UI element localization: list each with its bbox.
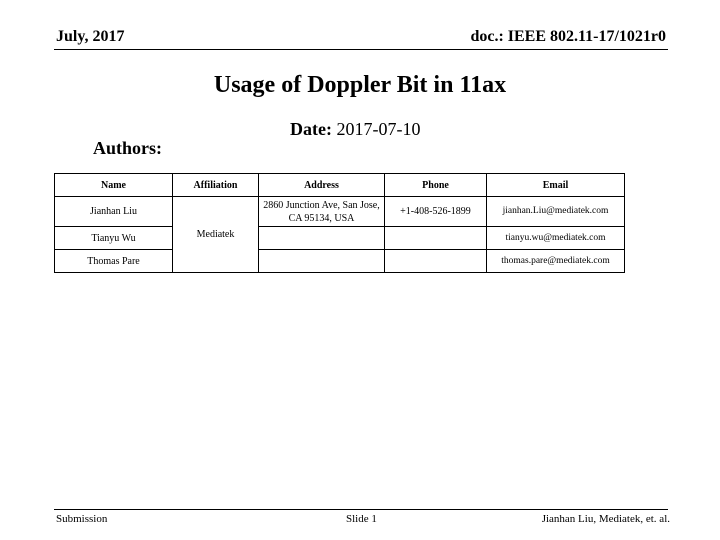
author-address: 2860 Junction Ave, San Jose, CA 95134, USA <box>259 197 385 227</box>
header-divider <box>54 49 668 50</box>
authors-table <box>54 173 625 273</box>
author-name: Jianhan Liu <box>55 197 173 227</box>
date-value: 2017-07-10 <box>336 119 421 139</box>
footer-divider <box>54 509 668 510</box>
header-doc-id: doc.: IEEE 802.11-17/1021r0 <box>470 28 666 45</box>
column-header-affiliation: Affiliation <box>173 174 259 197</box>
column-header-email: Email <box>487 174 625 197</box>
author-email: jianhan.Liu@mediatek.com <box>487 197 625 227</box>
header-date: July, 2017 <box>56 28 125 45</box>
author-address <box>259 227 385 250</box>
author-phone <box>385 227 487 250</box>
slide-title: Usage of Doppler Bit in 11ax <box>213 72 507 98</box>
author-address <box>259 250 385 273</box>
column-header-address: Address <box>259 174 385 197</box>
column-header-phone: Phone <box>385 174 487 197</box>
footer-authors: Jianhan Liu, Mediatek, et. al. <box>541 513 670 525</box>
date-label: Date: <box>290 119 332 139</box>
table-row <box>55 197 625 227</box>
table-header-row <box>55 174 625 197</box>
author-affiliation: Mediatek <box>173 197 259 273</box>
author-name: Thomas Pare <box>55 250 173 273</box>
authors-label: Authors: <box>93 138 163 158</box>
author-phone: +1-408-526-1899 <box>385 197 487 227</box>
author-phone <box>385 250 487 273</box>
footer-slide-number: Slide 1 <box>346 513 377 525</box>
author-email: tianyu.wu@mediatek.com <box>487 227 625 250</box>
author-name: Tianyu Wu <box>55 227 173 250</box>
table-row <box>55 227 625 250</box>
footer-submission: Submission <box>56 513 108 525</box>
author-email: thomas.pare@mediatek.com <box>487 250 625 273</box>
column-header-name: Name <box>55 174 173 197</box>
date-line <box>290 119 420 140</box>
table-row <box>55 250 625 273</box>
